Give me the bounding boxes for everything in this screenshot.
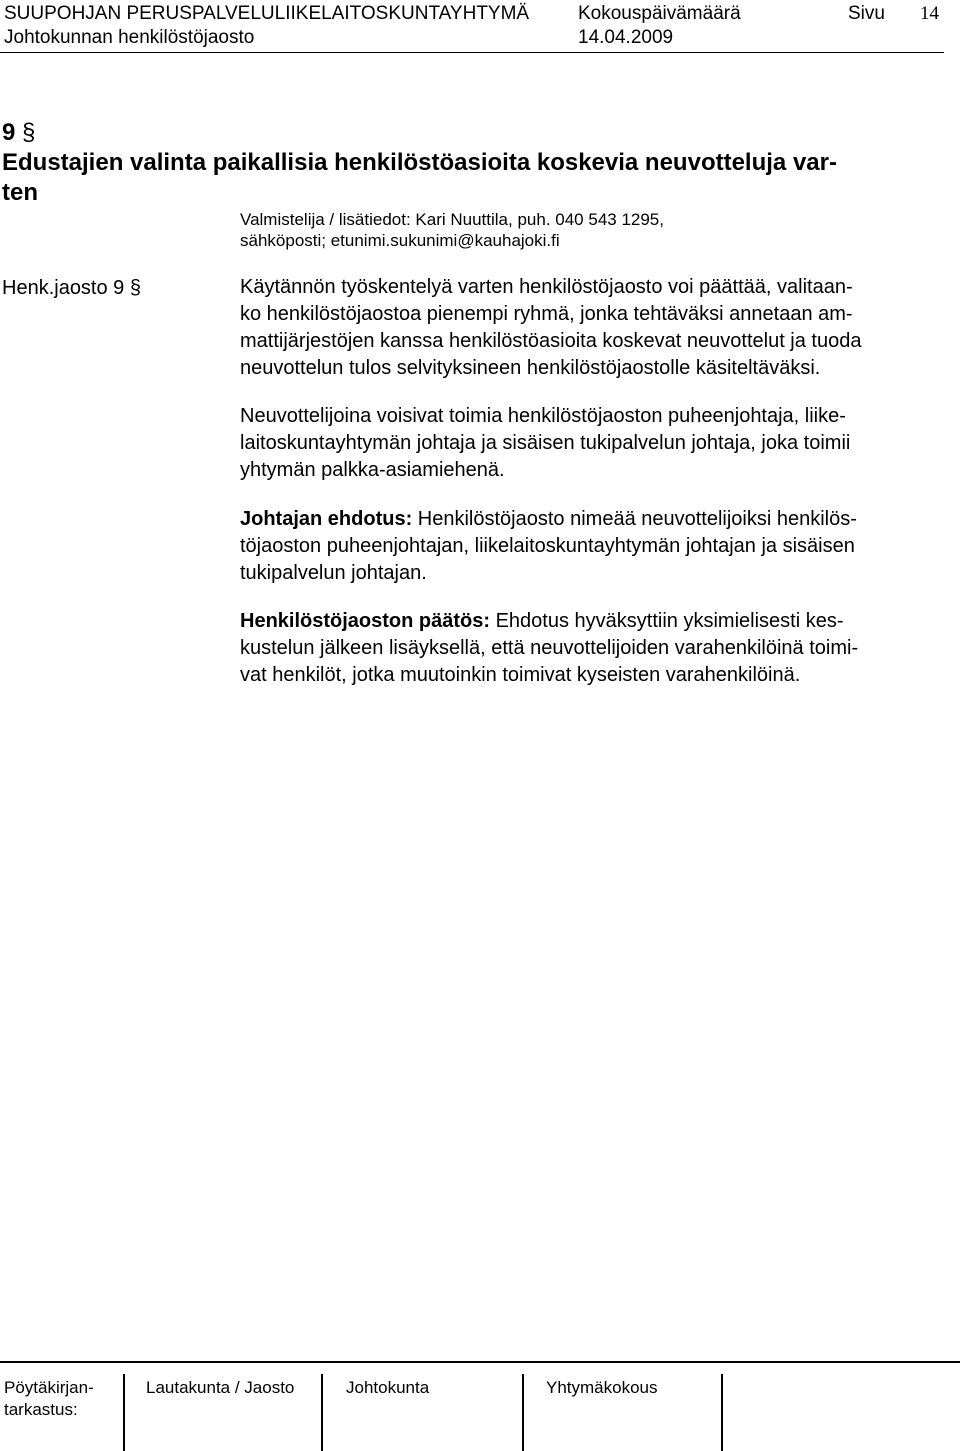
meeting-date: 14.04.2009 (578, 27, 674, 48)
committee-decision-line (240, 608, 940, 635)
section-number (2, 119, 35, 147)
footer-board-label: Lautakunta / Jaosto (146, 1378, 295, 1397)
footer-management-label: Johtokunta (346, 1378, 430, 1397)
paragraph-1-line: Käytännön työskentelyä varten henkilöstöjaosto voi päättää, valitaan- (240, 276, 853, 298)
committee-decision (240, 608, 940, 689)
director-proposal-line (240, 506, 940, 533)
section-sign: § (22, 119, 36, 146)
sidebar-reference-text: Henk.jaosto 9 (2, 277, 125, 299)
footer-review-label-line-1: Pöytäkirjan- (4, 1378, 94, 1397)
header-divider (0, 52, 944, 53)
paragraph-1-line: mattijärjestöjen kanssa henkilöstöasioita koskevat neuvottelut ja tuoda (240, 330, 862, 352)
preparer-info-line-2: sähköposti; etunimi.sukunimi@kauhajoki.fi (240, 231, 560, 250)
footer-column-divider (123, 1374, 125, 1451)
footer-assembly-label: Yhtymäkokous (546, 1378, 658, 1397)
committee-decision-line: vat henkilöt, jotka muutoinkin toimivat kyseisten varahenkilöinä. (240, 664, 801, 686)
committee-name: Johtokunnan henkilöstöjaosto (4, 27, 255, 48)
meeting-date-label: Kokouspäivämäärä (578, 3, 741, 24)
paragraph-1-line: ko henkilöstöjaostoa pienempi ryhmä, jonka tehtäväksi annetaan am- (240, 303, 853, 325)
footer-review-label-line-2: tarkastus: (4, 1400, 78, 1419)
footer-column-divider (522, 1374, 524, 1451)
paragraph-1-line: neuvottelun tulos selvityksineen henkilöstöjaostolle käsiteltäväksi. (240, 357, 821, 379)
committee-decision-text: Ehdotus hyväksyttiin yksimielisesti kes- (490, 610, 844, 632)
paragraph-2 (240, 403, 940, 484)
paragraph-2-line: yhtymän palkka-asiamiehenä. (240, 459, 505, 481)
section-number-value: 9 (2, 119, 16, 146)
director-proposal-line: töjaoston puheenjohtajan, liikelaitoskuntayhtymän johtajan ja sisäisen (240, 535, 855, 557)
footer-column-divider (321, 1374, 323, 1451)
director-proposal-line: tukipalvelun johtajan. (240, 562, 427, 584)
footer-column-divider (721, 1374, 723, 1451)
paragraph-2-line: Neuvottelijoina voisivat toimia henkilöstöjaoston puheenjohtaja, liike- (240, 405, 846, 427)
paragraph-2-line: laitoskuntayhtymän johtaja ja sisäisen tukipalvelun johtaja, joka toimii (240, 432, 851, 454)
committee-decision-label: Henkilöstöjaoston päätös: (240, 610, 491, 632)
footer-divider (0, 1361, 960, 1363)
director-proposal (240, 506, 940, 587)
preparer-info-line-1: Valmistelija / lisätiedot: Kari Nuuttila, puh. 040 543 1295, (240, 210, 664, 229)
director-proposal-text: Henkilöstöjaosto nimeää neuvottelijoiksi henkilös- (412, 508, 857, 530)
page-number: 14 (920, 3, 939, 24)
paragraph-1 (240, 274, 940, 382)
director-proposal-label: Johtajan ehdotus: (240, 508, 413, 530)
section-title-line-1: Edustajien valinta paikallisia henkilöstöasioita koskevia neuvotteluja var- (2, 149, 837, 176)
committee-decision-line: kustelun jälkeen lisäyksellä, että neuvottelijoiden varahenkilöinä toimi- (240, 637, 859, 659)
sidebar-reference (2, 276, 141, 300)
sidebar-section-sign: § (129, 277, 141, 299)
section-title-line-2: ten (2, 179, 38, 206)
organization-name: SUUPOHJAN PERUSPALVELULIIKELAITOSKUNTAYHTYMÄ (4, 3, 530, 24)
page-label: Sivu (848, 3, 885, 24)
